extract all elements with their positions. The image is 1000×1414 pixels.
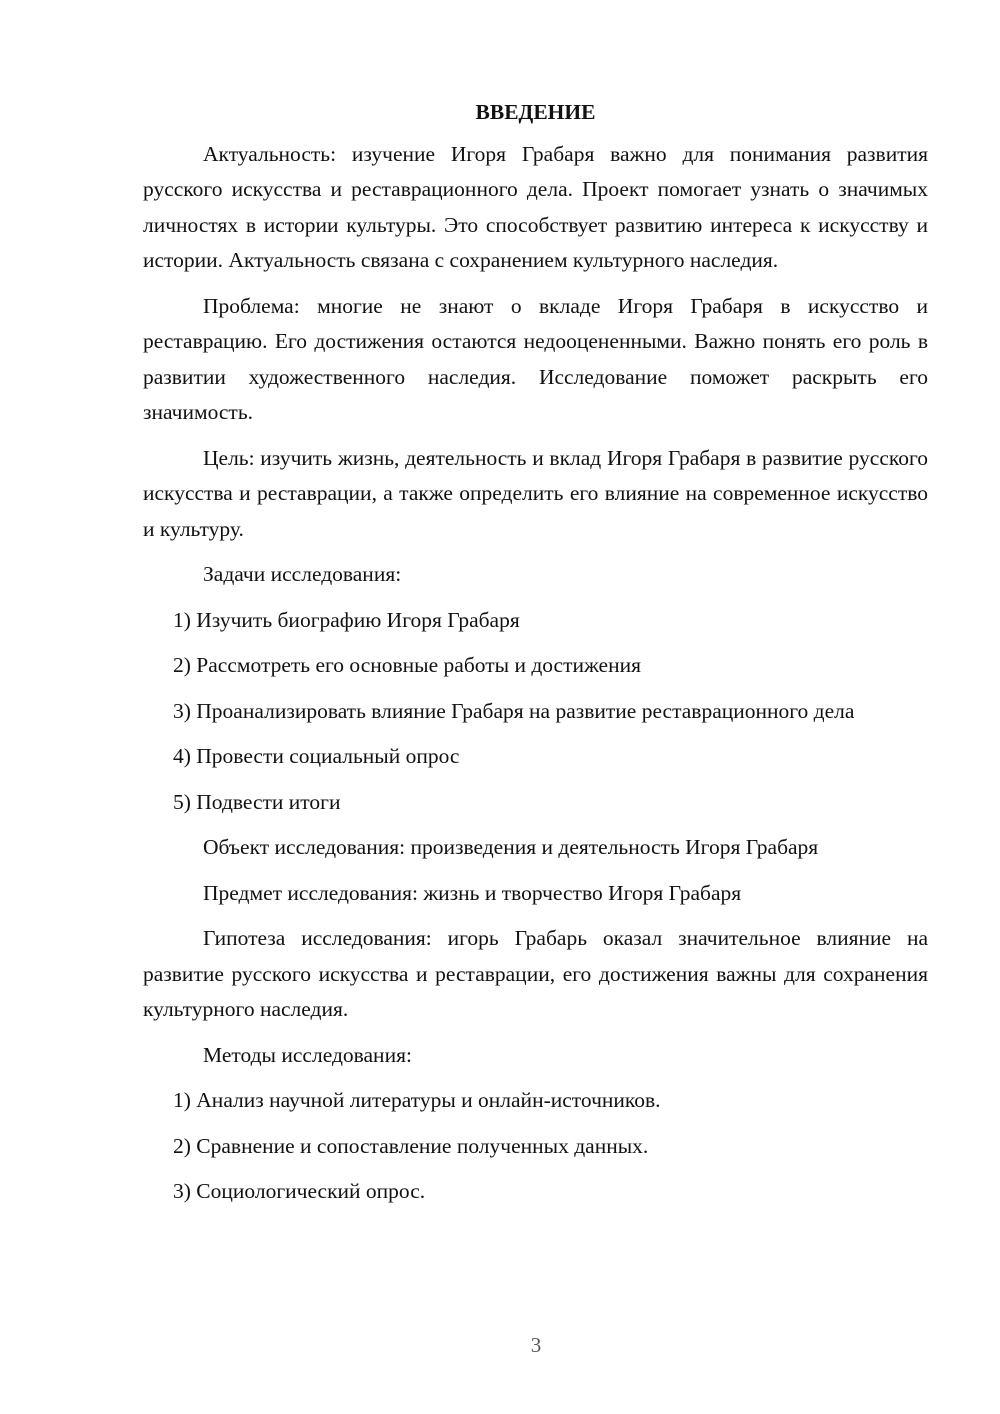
tasks-heading: Задачи исследования: xyxy=(203,562,402,586)
task-item: 3) Проанализировать влияние Грабаря на развитие реставрационного дела xyxy=(173,698,855,723)
page-content xyxy=(143,95,928,1220)
method-item: 2) Сравнение и сопоставление полученных данных. xyxy=(173,1133,649,1158)
task-item: 5) Подвести итоги xyxy=(173,789,341,814)
section-heading: ВВЕДЕНИЕ xyxy=(475,100,596,124)
problem-paragraph: Проблема: многие не знают о вкладе Игоря Грабаря в искусство и реставрацию. Его достижения остаются недооцененными. Важно понять его роль в развитии художественного наследия. Исследование поможет раскрыть его значимость. xyxy=(143,293,928,424)
task-item: 1) Изучить биографию Игоря Грабаря xyxy=(173,607,520,632)
relevance-paragraph: Актуальность: изучение Игоря Грабаря важно для понимания развития русского искусства и реставрационного дела. Проект помогает узнать о значимых личностях в истории культуры. Это способствует развитию интереса к искусству и истории. Актуальность связана с сохранением культурного наследия. xyxy=(143,141,928,272)
methods-heading: Методы исследования: xyxy=(203,1042,412,1067)
method-item: 3) Социологический опрос. xyxy=(173,1179,426,1203)
method-item: 1) Анализ научной литературы и онлайн-источников. xyxy=(173,1088,661,1112)
task-item: 2) Рассмотреть его основные работы и достижения xyxy=(173,653,642,677)
page-number: 3 xyxy=(530,1333,542,1357)
goal-paragraph: Цель: изучить жизнь, деятельность и вклад Игоря Грабаря в развитие русского искусства и реставрации, а также определить его влияние на современное искусство и культуру. xyxy=(143,445,928,541)
subject-paragraph: Предмет исследования: жизнь и творчество Игоря Грабаря xyxy=(203,880,742,905)
hypothesis-paragraph: Гипотеза исследования: игорь Грабарь оказал значительное влияние на развитие русского искусства и реставрации, его достижения важны для сохранения культурного наследия. xyxy=(143,926,928,1021)
object-paragraph: Объект исследования: произведения и деятельность Игоря Грабаря xyxy=(203,835,819,859)
task-item: 4) Провести социальный опрос xyxy=(173,744,460,768)
